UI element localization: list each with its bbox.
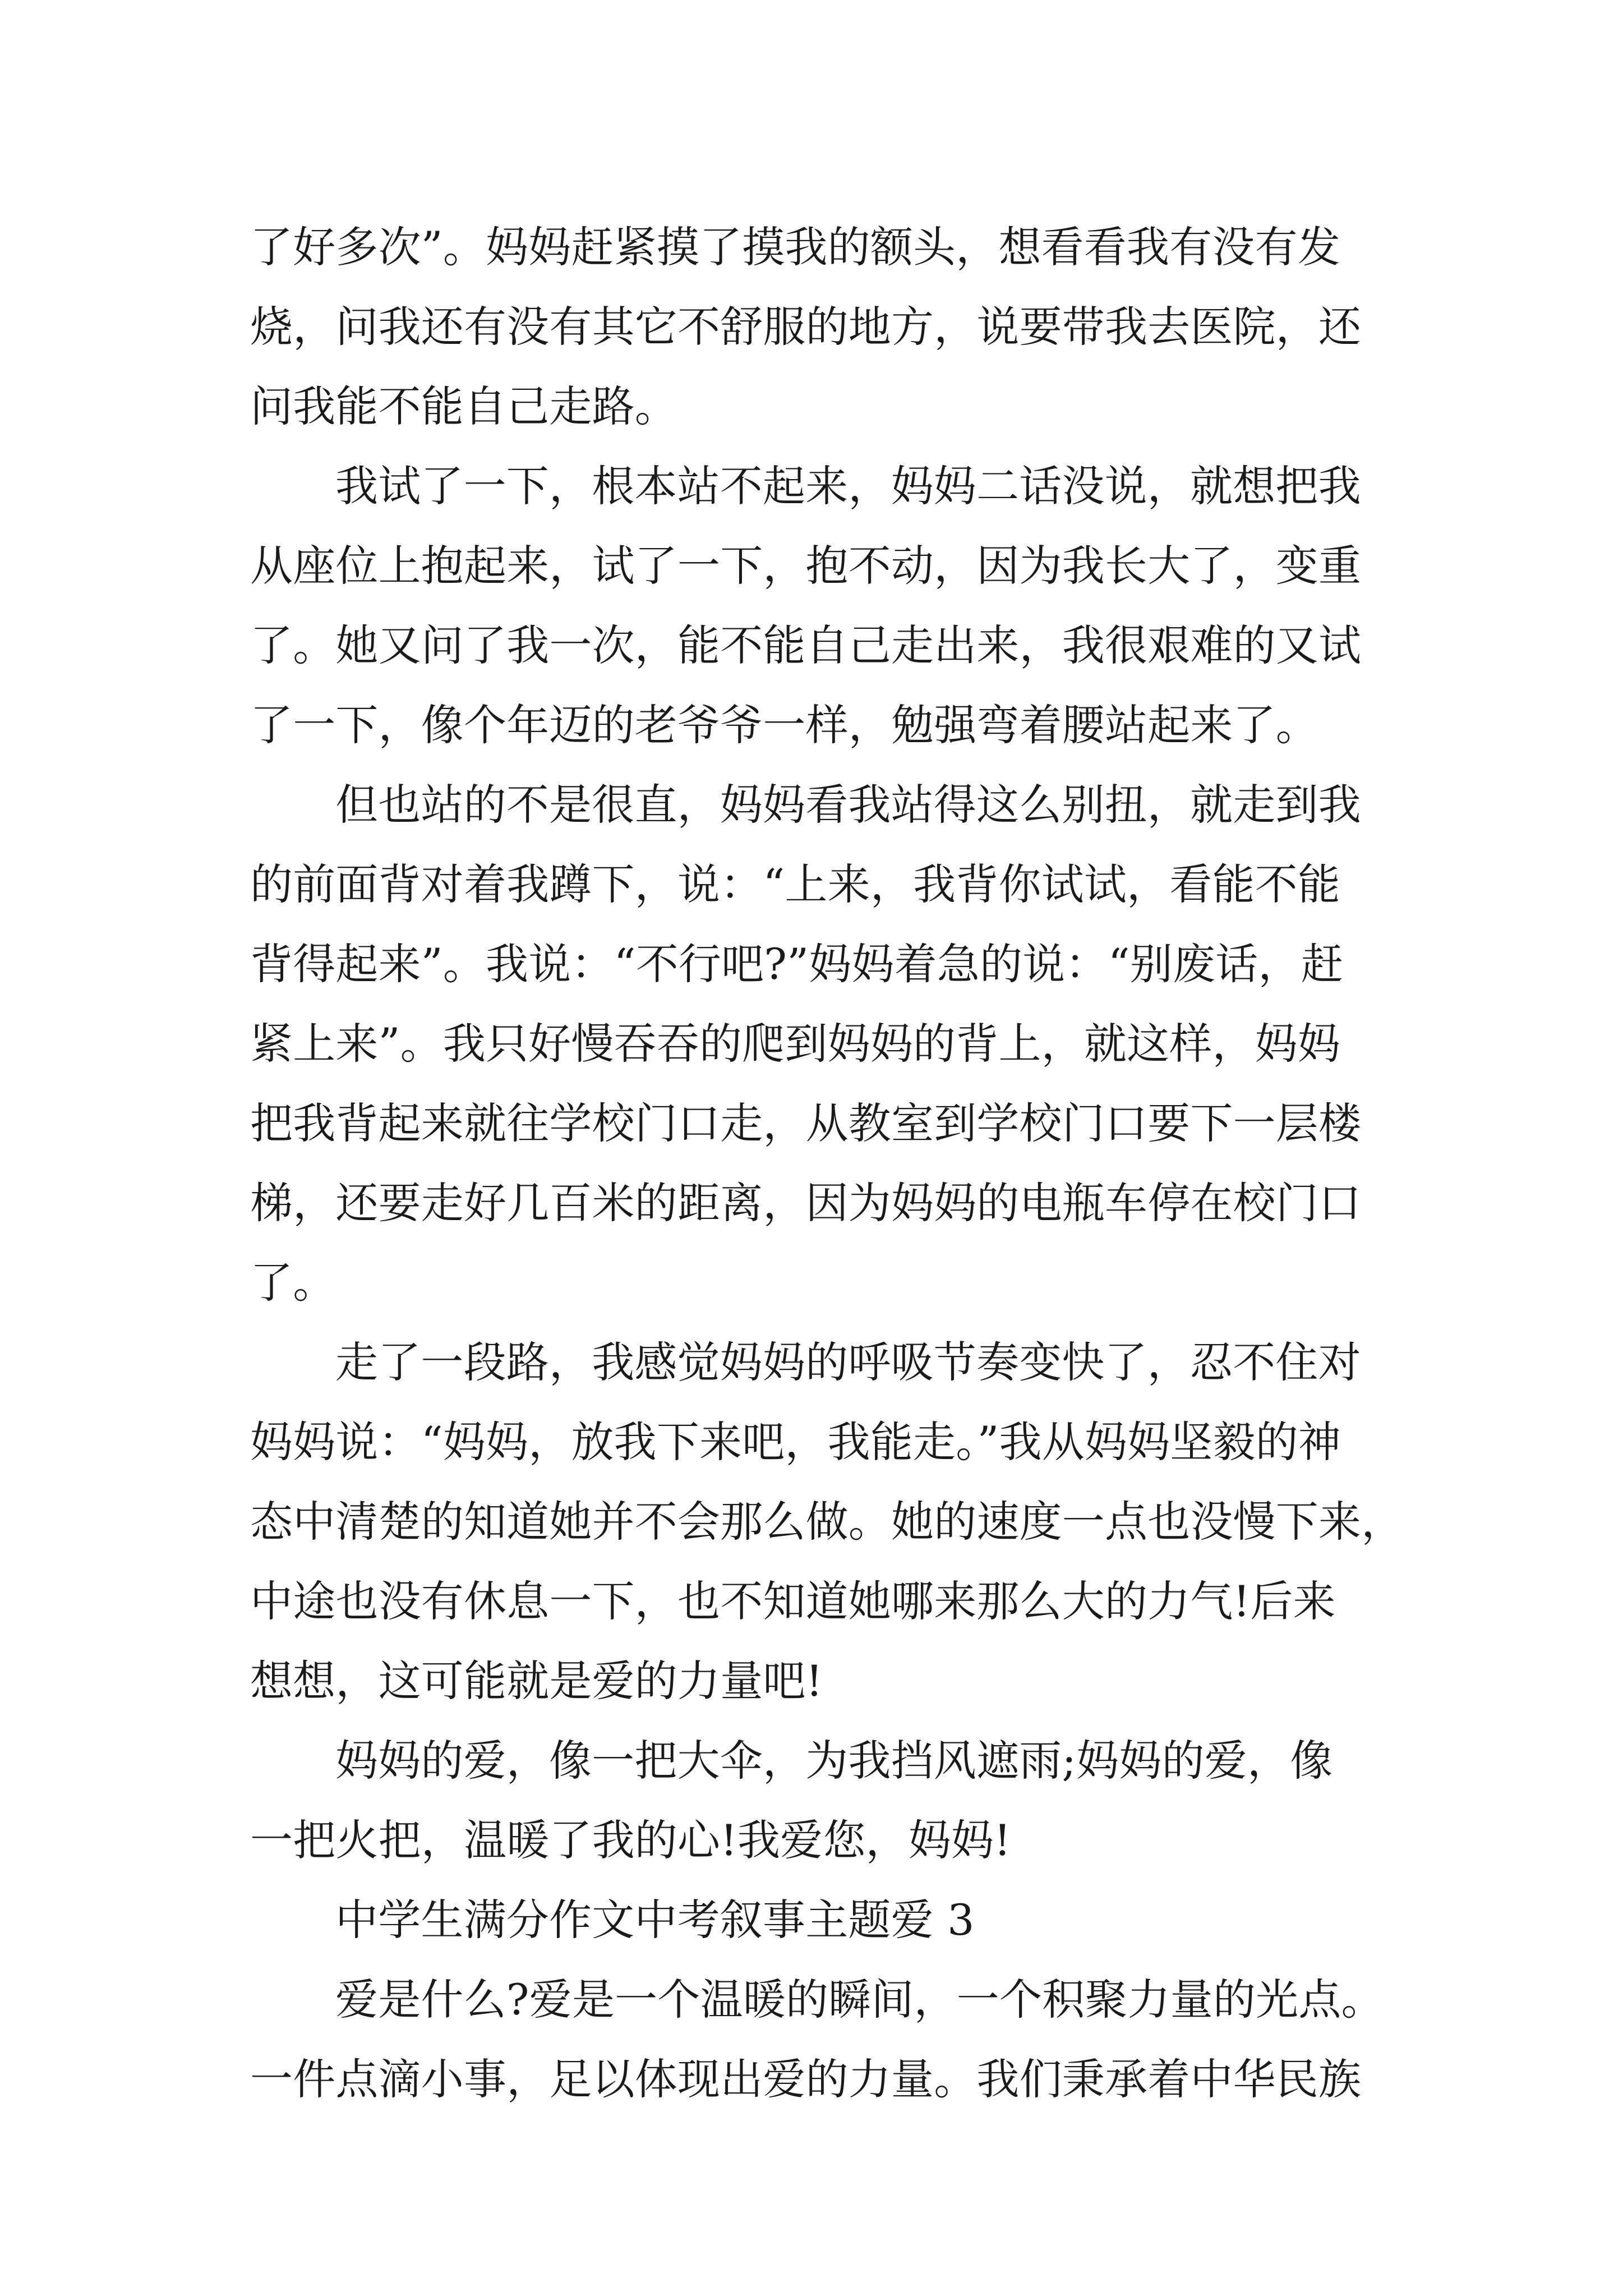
section-heading: 中学生满分作文中考叙事主题爱 3: [335, 1895, 975, 1945]
paragraph-start-line: 妈妈的爱，像一把大伞，为我挡风遮雨;妈妈的爱，像: [335, 1736, 1333, 1786]
text-line: 想想，这可能就是爱的力量吧!: [250, 1656, 823, 1706]
text-line: 烧，问我还有没有其它不舒服的地方，说要带我去医院，还: [250, 302, 1362, 352]
text-line: 了。: [250, 1258, 336, 1308]
text-line: 中途也没有休息一下，也不知道她哪来那么大的力气!后来: [250, 1576, 1336, 1626]
text-line: 了好多次”。妈妈赶紧摸了摸我的额头，想看看我有没有发: [250, 222, 1341, 272]
text-line: 态中清楚的知道她并不会那么做。她的速度一点也没慢下来，: [250, 1497, 1404, 1547]
text-line: 背得起来”。我说：“不行吧?”妈妈着急的说：“别废话，赶: [250, 939, 1344, 989]
text-line: 梯，还要走好几百米的距离，因为妈妈的电瓶车停在校门口: [250, 1178, 1362, 1228]
paragraph-start-line: 爱是什么?爱是一个温暖的瞬间，一个积聚力量的光点。: [335, 1975, 1384, 2024]
paragraph-start-line: 但也站的不是很直，妈妈看我站得这么别扭，就走到我: [335, 780, 1361, 830]
paragraph-start-line: 我试了一下，根本站不起来，妈妈二话没说，就想把我: [335, 461, 1361, 511]
text-line: 一件点滴小事，足以体现出爱的力量。我们秉承着中华民族: [250, 2054, 1362, 2104]
text-line: 一把火把，温暖了我的心!我爱您，妈妈!: [250, 1815, 1011, 1865]
paragraph-start-line: 走了一段路，我感觉妈妈的呼吸节奏变快了，忍不住对: [335, 1337, 1361, 1387]
text-line: 了一下，像个年迈的老爷爷一样，勉强弯着腰站起来了。: [250, 700, 1318, 750]
text-line: 了。她又问了我一次，能不能自己走出来，我很艰难的又试: [250, 620, 1362, 670]
text-line: 把我背起来就往学校门口走，从教室到学校门口要下一层楼: [250, 1098, 1362, 1148]
document-body: [250, 208, 1405, 2119]
text-line: 的前面背对着我蹲下，说：“上来，我背你试试，看能不能: [250, 859, 1341, 909]
text-line: 妈妈说：“妈妈，放我下来吧，我能走。”我从妈妈坚毅的神: [250, 1417, 1341, 1467]
text-line: 紧上来”。我只好慢吞吞的爬到妈妈的背上，就这样，妈妈: [250, 1019, 1341, 1069]
text-line: 从座位上抱起来，试了一下，抱不动，因为我长大了，变重: [250, 541, 1362, 591]
text-line: 问我能不能自己走路。: [250, 381, 677, 431]
